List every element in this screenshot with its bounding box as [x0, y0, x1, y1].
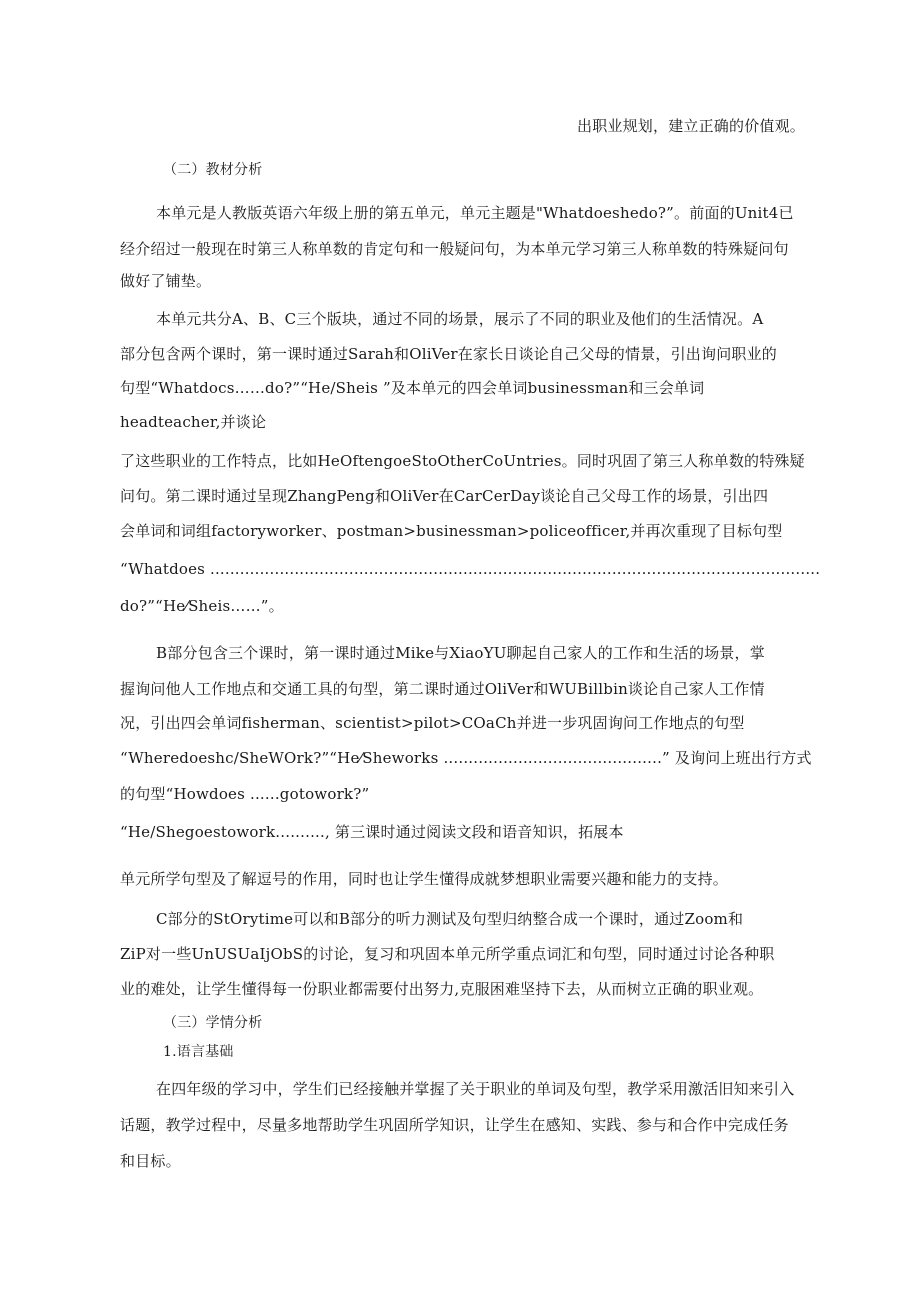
text-line: C部分的StOrytime可以和B部分的听力测试及句型归纳整合成一个课时，通过Zoom和 [156, 910, 744, 928]
text-line: 了这些职业的工作特点，比如HeOftengoeStoOtherCoUntries。同时巩固了第三人称单数的特殊疑 [120, 452, 805, 470]
subsection-heading: 1.语言基础 [163, 1044, 234, 1060]
text-line: 的句型“Howdoes ......gotowork?” [120, 785, 370, 803]
text-line: 出职业规划，建立正确的价值观。 [577, 117, 806, 135]
text-line: 话题，教学过程中，尽量多地帮助学生巩固所学知识，让学生在感知、实践、参与和合作中完成任务 [120, 1116, 789, 1134]
text-line: 业的难处，让学生懂得每一份职业都需要付出努力,克服困难坚持下去，从而树立正确的职业观。 [120, 980, 764, 998]
text-line: 单元所学句型及了解逗号的作用，同时也让学生懂得成就梦想职业需要兴趣和能力的支持。 [120, 870, 729, 888]
text-line: 句型“Whatdocs……do?”“He/Sheis ”及本单元的四会单词businessman和三会单词 [120, 379, 705, 397]
text-line: 做好了铺垫。 [120, 272, 212, 290]
text-line: ZiP对一些UnUSUaIjObS的讨论，复习和巩固本单元所学重点词汇和句型，同时通过讨论各种职 [120, 945, 775, 963]
text-line: 会单词和词组factoryworker、postman>businessman>policeofficer,并再次重现了目标句型 [120, 522, 783, 540]
text-line: 本单元是人教版英语六年级上册的第五单元，单元主题是"Whatdoeshedo?”。前面的Unit4已 [156, 204, 794, 222]
text-line: B部分包含三个课时，第一课时通过Mike与XiaoYU聊起自己家人的工作和生活的场景，掌 [156, 644, 765, 662]
text-line: 经介绍过一般现在时第三人称单数的肯定句和一般疑问句，为本单元学习第三人称单数的特殊疑问句 [120, 240, 789, 258]
text-line: 况，引出四会单词fisherman、scientist>pilot>COaCh并进一步巩固询问工作地点的句型 [120, 714, 745, 732]
text-line: 在四年级的学习中，学生们已经接触并掌握了关于职业的单词及句型，教学采用激活旧知来引入 [156, 1080, 795, 1098]
text-line: “Whatdoes ........................................................................................................................... [120, 560, 821, 578]
text-line: 部分包含两个课时，第一课时通过Sarah和OliVer在家长日谈论自己父母的情景，引出询问职业的 [120, 345, 777, 363]
text-line: “He/Shegoestowork.........., 第三课时通过阅读文段和语音知识，拓展本 [120, 823, 624, 841]
text-line: do?”“He⁄Sheis……”。 [120, 597, 284, 615]
text-line: 问句。第二课时通过呈现ZhangPeng和OliVer在CarCerDay谈论自己父母工作的场景，引出四 [120, 487, 769, 505]
text-line: headteacher,并谈论 [120, 413, 267, 431]
text-line: 握询问他人工作地点和交通工具的句型，第二课时通过OliVer和WUBillbin谈论自己家人工作情 [120, 680, 765, 698]
section-heading: （二）教材分析 [163, 162, 263, 178]
section-heading: （三）学情分析 [163, 1015, 263, 1031]
text-line: 和目标。 [120, 1152, 181, 1170]
text-line: 本单元共分A、B、C三个版块，通过不同的场景，展示了不同的职业及他们的生活情况。A [156, 310, 764, 328]
text-line: “Wheredoeshc/SheWOrk?”“He⁄Sheworks ............................................” 及询问上班出行方式 [120, 749, 812, 767]
